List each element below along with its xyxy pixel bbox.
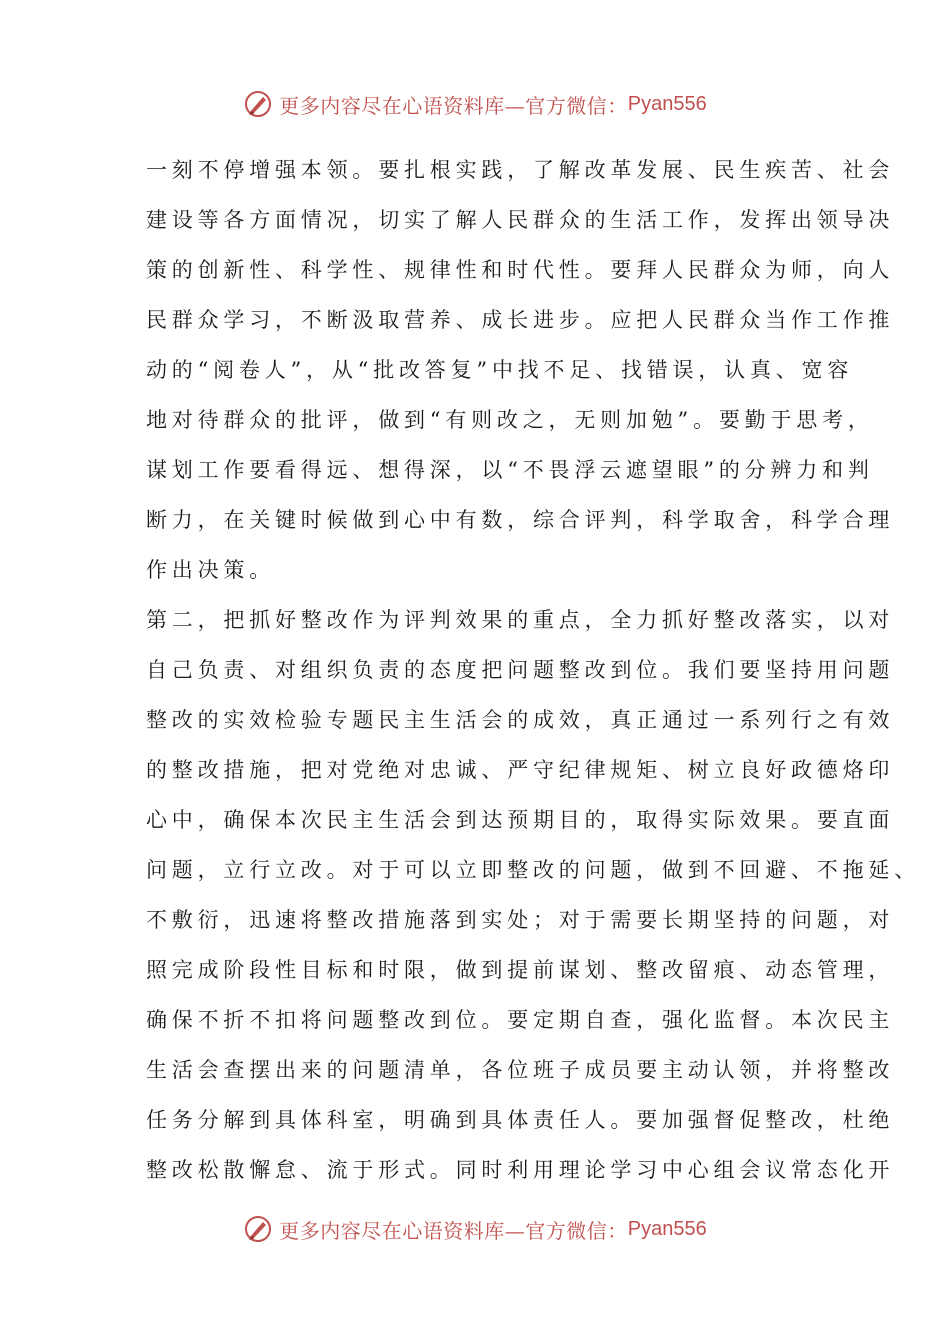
body-line: 任务分解到具体科室，明确到具体责任人。要加强督促整改，杜绝 bbox=[146, 1108, 895, 1132]
body-line: 策的创新性、科学性、规律性和时代性。要拜人民群众为师，向人 bbox=[146, 258, 895, 282]
body-line: 地对待群众的批评，做到“有则改之，无则加勉”。要勤于思考， bbox=[146, 408, 874, 432]
body-line: 作出决策。 bbox=[146, 558, 275, 582]
footer-banner-text: 更多内容尽在心语资料库—官方微信： bbox=[279, 1218, 628, 1243]
body-line: 一刻不停增强本领。要扎根实践，了解改革发展、民生疾苦、社会 bbox=[146, 158, 895, 182]
body-line: 整改的实效检验专题民主生活会的成效，真正通过一系列行之有效 bbox=[146, 708, 895, 732]
body-line: 照完成阶段性目标和时限，做到提前谋划、整改留痕、动态管理， bbox=[146, 958, 895, 982]
body-line: 自己负责、对组织负责的态度把问题整改到位。我们要坚持用问题 bbox=[146, 658, 895, 682]
footer-wechat-id: Pyan556 bbox=[627, 1217, 707, 1240]
body-line: 民群众学习，不断汲取营养、成长进步。应把人民群众当作工作推 bbox=[146, 308, 895, 332]
pen-logo-icon bbox=[243, 89, 273, 119]
body-line: 断力，在关键时候做到心中有数，综合评判，科学取舍，科学合理 bbox=[146, 508, 895, 532]
header-banner-text: 更多内容尽在心语资料库—官方微信： bbox=[279, 93, 628, 118]
footer-banner bbox=[0, 1209, 950, 1249]
body-line: 的整改措施，把对党绝对忠诚、严守纪律规矩、树立良好政德烙印 bbox=[146, 758, 895, 782]
pen-logo-icon bbox=[243, 1214, 273, 1244]
body-line: 第二，把抓好整改作为评判效果的重点，全力抓好整改落实，以对 bbox=[146, 608, 895, 632]
body-line: 谋划工作要看得远、想得深，以“不畏浮云遮望眼”的分辨力和判 bbox=[146, 458, 874, 482]
body-line: 生活会查摆出来的问题清单，各位班子成员要主动认领，并将整改 bbox=[146, 1058, 895, 1082]
body-line: 问题，立行立改。对于可以立即整改的问题，做到不回避、不拖延、 bbox=[146, 858, 920, 882]
document-body bbox=[146, 150, 920, 1200]
body-line: 整改松散懈怠、流于形式。同时利用理论学习中心组会议常态化开 bbox=[146, 1158, 895, 1182]
body-line: 建设等各方面情况，切实了解人民群众的生活工作，发挥出领导决 bbox=[146, 208, 895, 232]
body-line: 不敷衍，迅速将整改措施落到实处；对于需要长期坚持的问题，对 bbox=[146, 908, 895, 932]
body-line: 动的“阅卷人”，从“批改答复”中找不足、找错误，认真、宽容 bbox=[146, 358, 854, 382]
body-line: 心中，确保本次民主生活会到达预期目的，取得实际效果。要直面 bbox=[146, 808, 895, 832]
header-banner bbox=[0, 84, 950, 124]
header-wechat-id: Pyan556 bbox=[627, 92, 707, 115]
body-line: 确保不折不扣将问题整改到位。要定期自查，强化监督。本次民主 bbox=[146, 1008, 895, 1032]
